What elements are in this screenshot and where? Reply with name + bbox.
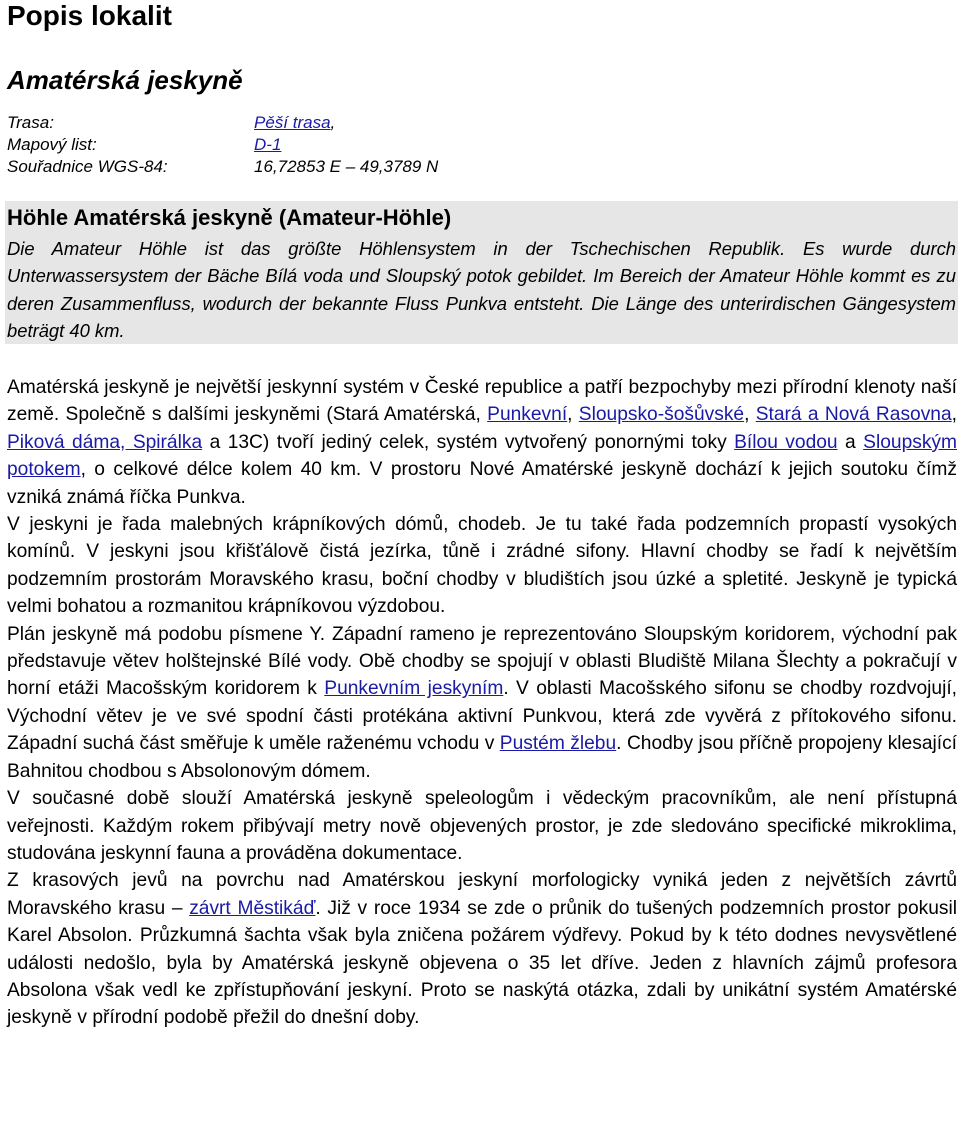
page-title: Popis lokalit [7,0,172,31]
route-value [254,112,335,134]
czech-paragraph-2: V jeskyni je řada malebných krápníkových dómů, chodeb. Je tu také řada podzemních propastí vysokých komínů. V jeskyni jsou křišťálově čistá jezírka, tůně i zrádné sifony. Hlavní chodby se řadí k největším podzemním prostorám Moravského krasu, boční chodby v bludištích jsou úzké a spletité. Jeskyně je typická velmi bohatou a rozmanitou krápníkovou výzdobou. [7,514,957,618]
bila-voda-link[interactable]: Bílou vodou [734,431,838,453]
text-span: Plán jeskyně má podobu písmene Y. Západní rameno je reprezentováno Sloupským koridorem, východní pak představuje větev holštejnské Bílé vody. Obě chodby se spojují v oblasti Bludiště Milana Šlechty a pokračují v horní etáži Macošským koridorem k [7,623,957,700]
location-title: Amatérská jeskyně [7,65,243,95]
czech-paragraph-4: V současné době slouží Amatérská jeskyně speleologům i vědeckým pracovníkům, ale není přístupná veřejnosti. Každým rokem přibývají metry nově objevených prostor, je zde sledováno specifické mikroklima, studována jeskynní fauna a prováděna dokumentace. [7,788,957,864]
zavrt-mestikad-link[interactable]: závrt Městikáď [189,897,316,919]
text-span: Amatérská jeskyně je největší jeskynní systém v České republice a patří bezpochyby mezi přírodní klenoty naší země. Společně s dalšími jeskyněmi (Stará Amatérská, [7,377,957,426]
sloupsko-sosuvske-link[interactable]: Sloupsko-šošůvské [578,404,745,426]
text-span: . V oblasti Macošského sifonu se chodby rozdvojují, Východní větev je ve své spodní části protékána aktivní Punkvou, která zde vyvěrá z přítokového sifonu. Západní suchá část směřuje k uměle raženému vchodu v [7,678,957,755]
pusty-zleb-link[interactable]: Pustém žlebu [499,733,617,755]
punkevni-link[interactable]: Punkevní [487,404,568,426]
czech-paragraph-1 [7,374,957,511]
german-title: Höhle Amatérská jeskyně (Amateur-Höhle) [5,201,958,235]
text-span: . Již v roce 1934 se zde o průnik do tušených podzemních prostor pokusil Karel Absolon. Průzkumná šachta však byla zničena požárem výdřevy. Pokud by k této dodnes nevysvětlené události nedošlo, byla by Amatérská jeskyně objevena o 35 let dříve. Jeden z hlavních zájmů profesora Absolona však vedl ke zpřístupňování jeskyní. Proto se naskýtá otázka, zdali by unikátní systém Amatérské jeskyně v přírodní podobě přežil do dnešní doby. [7,897,958,1029]
czech-paragraph-5 [7,867,957,1031]
pikova-dama-link[interactable]: Piková dáma, Spirálka [7,431,203,453]
german-text: Die Amateur Höhle ist das größte Höhlensystem in der Tschechischen Republik. Es wurde durch Unterwassersystem der Bäche Bílá voda und Sloupský potok gebildet. Im Bereich der Amateur Höhle kommt es zu deren Zusammenfluss, wodurch der bekannte Fluss Punkva entsteht. Die Länge des unterirdischen Gängesystem beträgt 40 km. [5,235,958,344]
meta-row-coords [7,156,438,178]
text-span: a [837,431,864,453]
coords-value: 16,72853 E – 49,3789 N [254,157,439,176]
sloupsky-potok-link[interactable]: Sloupským potokem [7,431,958,481]
meta-row-route [7,112,438,134]
rasovna-link[interactable]: Stará a Nová Rasovna [755,404,952,426]
text-span: a 13C) tvoří jediný celek, systém vytvořený ponornými toky [202,431,735,453]
text-span: , [744,404,756,426]
german-section [5,201,958,344]
route-label: Trasa: [7,113,54,132]
location-meta [7,112,438,178]
punkevni-jeskyne-link[interactable]: Punkevním jeskyním [324,678,504,700]
text-span: , o celkové délce kolem 40 km. V prostoru Nové Amatérské jeskyně dochází k jejich soutoku čímž vzniká známá říčka Punkva. [7,459,957,508]
map-label: Mapový list: [7,135,97,154]
text-span: , [951,404,957,426]
text-span: , [567,404,579,426]
text-span: . Chodby jsou příčně propojeny klesající Bahnitou chodbou s Absolonovým dómem. [7,733,958,782]
coords-label: Souřadnice WGS-84: [7,157,168,176]
route-sep: , [330,113,336,132]
route-link[interactable]: Pěší trasa [254,113,331,132]
meta-row-map [7,134,438,156]
map-link[interactable]: D-1 [254,135,282,154]
text-span: Z krasových jevů na povrchu nad Amatérskou jeskyní morfologicky vyniká jeden z největších závrtů Moravského krasu – [7,870,957,919]
czech-paragraph-3 [7,621,957,785]
czech-description [7,374,957,1032]
